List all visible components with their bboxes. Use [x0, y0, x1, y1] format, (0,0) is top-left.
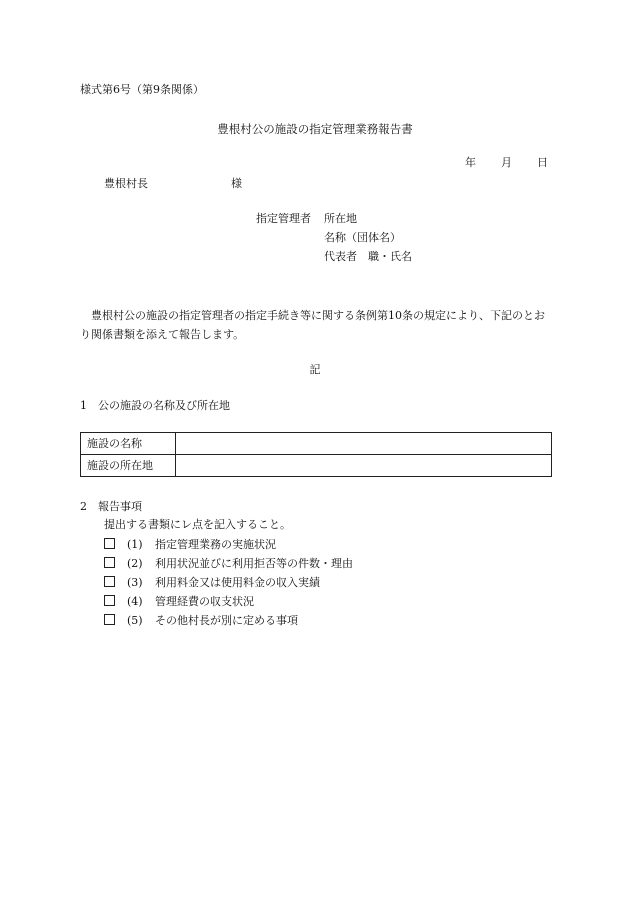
report-item-text: 利用料金又は使用料金の収入実績 — [155, 576, 320, 589]
section2-heading: 2 報告事項 — [80, 500, 142, 513]
date-day-label: 日 — [537, 156, 548, 169]
report-item-checkbox[interactable] — [104, 538, 115, 549]
section1-heading: 1 公の施設の名称及び所在地 — [80, 399, 230, 412]
report-item-number: (4) — [127, 595, 143, 608]
report-item-number: (3) — [127, 576, 143, 589]
body-paragraph: 豊根村公の施設の指定管理者の指定手続き等に関する条例第10条の規定により、下記のとおり関係書類を添えて報告します。 — [80, 309, 545, 341]
report-item-2 — [104, 557, 353, 569]
report-item-checkbox[interactable] — [104, 614, 115, 625]
manager-location-label: 所在地 — [324, 212, 357, 225]
facility-table — [80, 432, 552, 477]
ki-heading: 記 — [309, 363, 321, 376]
addressee-honorific: 様 — [231, 177, 242, 190]
facility-name-field[interactable] — [176, 433, 552, 455]
addressee-name: 豊根村長 — [104, 177, 148, 190]
report-item-number: (1) — [127, 538, 143, 551]
report-item-text: 管理経費の収支状況 — [155, 595, 254, 608]
report-item-checkbox[interactable] — [104, 595, 115, 606]
facility-location-field[interactable] — [176, 455, 552, 477]
report-item-number: (2) — [127, 557, 143, 570]
facility-name-label: 施設の名称 — [81, 433, 176, 455]
report-item-text: 利用状況並びに利用拒否等の件数・理由 — [155, 557, 353, 570]
table-row — [81, 455, 552, 477]
report-item-text: その他村長が別に定める事項 — [155, 614, 298, 627]
report-item-4 — [104, 595, 254, 607]
report-item-number: (5) — [127, 614, 143, 627]
form-number: 様式第6号（第9条関係） — [80, 83, 204, 96]
report-item-checkbox[interactable] — [104, 557, 115, 568]
manager-name-label: 名称（団体名） — [324, 231, 401, 244]
document-title: 豊根村公の施設の指定管理業務報告書 — [217, 122, 413, 136]
date-month-label: 月 — [501, 156, 512, 169]
report-item-checkbox[interactable] — [104, 576, 115, 587]
manager-representative-label: 代表者 職・氏名 — [324, 250, 412, 263]
section2-note: 提出する書類にレ点を記入すること。 — [104, 518, 291, 531]
table-row — [81, 433, 552, 455]
date-year-label: 年 — [465, 156, 476, 169]
manager-label: 指定管理者 — [256, 212, 311, 225]
report-item-1 — [104, 538, 276, 550]
report-item-5 — [104, 614, 298, 626]
report-item-text: 指定管理業務の実施状況 — [155, 538, 276, 551]
facility-location-label: 施設の所在地 — [81, 455, 176, 477]
date-line — [465, 157, 548, 168]
report-item-3 — [104, 576, 320, 588]
